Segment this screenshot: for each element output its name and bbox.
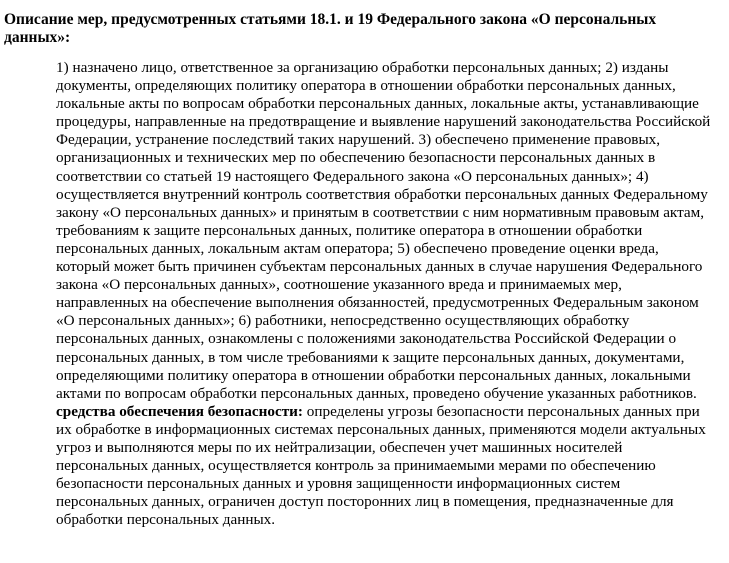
document — [4, 11, 719, 529]
document-body — [56, 59, 716, 529]
document-heading: Описание мер, предусмотренных статьями 18.1. и 19 Федерального закона «О персональных данных»: — [4, 11, 657, 46]
security-label: средства обеспечения безопасности: — [56, 402, 303, 420]
security-text: определены угрозы безопасности персональных данных при их обработке в информационных системах персональных данных, применяются модели актуальных угроз и выполняются меры по их нейтрализации, обеспечен учет машинных носителей персональных данных, осуществляется контроль за принимаемыми мерами по обеспечению безопасности персональных данных и уровня защищенности информационных систем персональных данных, ограничен доступ посторонних лиц в помещения, предназначенные для обработки персональных данных. — [56, 402, 706, 529]
measures-paragraph: 1) назначено лицо, ответственное за организацию обработки персональных данных; 2) изданы документы, определяющих политику оператора в отношении обработки персональных данных, локальные акты по вопросам обработки персональных данных, локальные акты, устанавливающие процедуры, направленные на предотвращение и выявление нарушений законодательства Российской Федерации, устранение последствий таких нарушений. 3) обеспечено применение правовых, организационных и технических мер по обеспечению безопасности персональных данных в соответствии со статьей 19 настоящего Федерального закона «О персональных данных»; 4) осуществляется внутренний контроль соответствия обработки персональных данных Федеральному закону «О персональных данных» и принятым в соответствии с ним нормативным правовым актам, требованиям к защите персональных данных, политике оператора в отношении обработки персональных данных, локальным актам оператора; 5) обеспечено проведение оценки вреда, который может быть причинен субъектам персональных данных в случае нарушения Федерального закона «О персональных данных», соотношение указанного вреда и принимаемых мер, направленных на обеспечение выполнения обязанностей, предусмотренных Федеральным законом «О персональных данных»; 6) работники, непосредственно осуществляющих обработку персональных данных, ознакомлены с положениями законодательства Российской Федерации о персональных данных, в том числе требованиями к защите персональных данных, документами, определяющими политику оператора в отношении обработки персональных данных, локальными актами по вопросам обработки персональных данных, проведено обучение указанных работников. — [56, 59, 711, 402]
security-paragraph — [56, 403, 716, 530]
